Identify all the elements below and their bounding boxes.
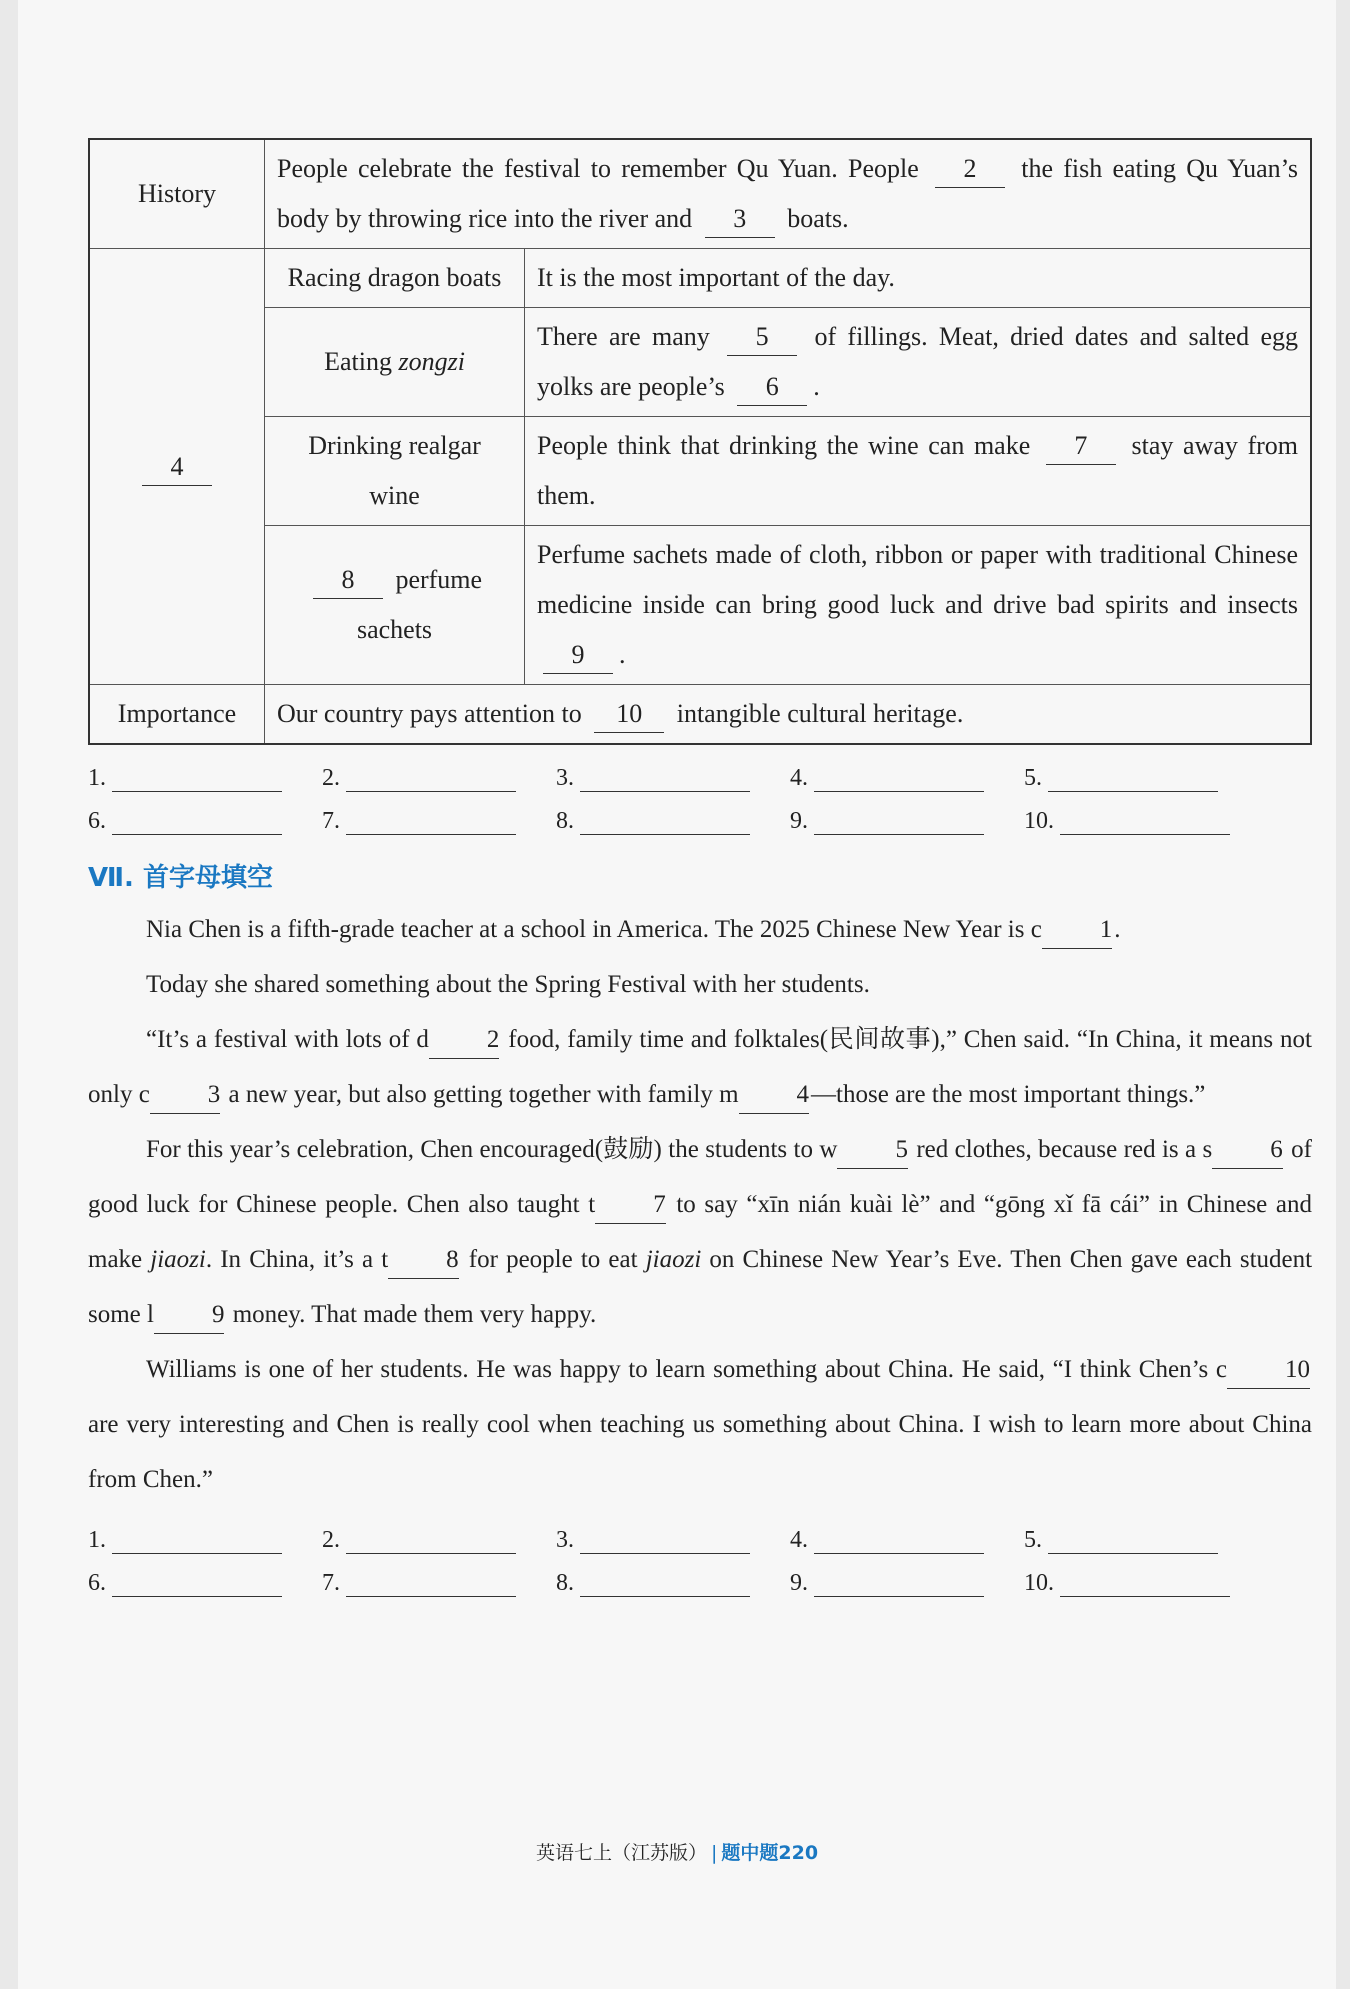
answer-line[interactable] [1048,1525,1218,1554]
blank-6[interactable]: 6 [737,369,807,406]
importance-label: Importance [89,685,265,745]
answer-line[interactable] [346,1568,516,1597]
page-number: 220 [778,1842,819,1864]
sachets-text: Perfume sachets made of cloth, ribbon or paper with traditional Chinese medicine inside can bring good luck and drive bad spirits and insects 9 . [525,526,1312,685]
answer-line[interactable] [112,1525,282,1554]
blank-10[interactable]: 10 [594,696,664,733]
answer-slot: 7. [322,1568,556,1597]
blank-s8[interactable]: 8 [388,1242,459,1279]
answer-line[interactable] [814,763,984,792]
answer-slot: 3. [556,1525,790,1554]
answer-line[interactable] [580,1568,750,1597]
answer-line[interactable] [814,1568,984,1597]
table-row-wine [89,417,1311,526]
answer-line[interactable] [1060,1568,1230,1597]
answer-slot: 2. [322,763,556,792]
answer-slot: 1. [88,763,322,792]
answer-slot: 4. [790,1525,1024,1554]
wine-text: People think that drinking the wine can make 7 stay away from them. [525,417,1312,526]
answer-slot: 1. [88,1525,322,1554]
blank-7[interactable]: 7 [1046,428,1116,465]
blank-s2[interactable]: 2 [429,1022,500,1059]
paragraph-1: Nia Chen is a fifth-grade teacher at a school in America. The 2025 Chinese New Year is c 1. [88,902,1312,957]
answer-line[interactable] [1060,806,1230,835]
answer-line[interactable] [112,806,282,835]
dragon-boat-festival-table [88,138,1312,745]
paragraph-4: For this year’s celebration, Chen encouraged(鼓励) the students to w 5 red clothes, because red is a s 6 of good luck for Chinese people. Chen also taught t 7 to say “xīn nián kuài lè” and “gōng xǐ fā cái” in Chinese and make jiaozi. In China, it’s a t 8 for people to eat jiaozi on Chinese New Year’s Eve. Then Chen gave each student some l 9 money. That made them very happy. [88,1122,1312,1342]
page [18,0,1336,1989]
answer-slot: 10. [1024,806,1258,835]
importance-text: Our country pays attention to 10 intangible cultural heritage. [265,685,1312,745]
blank-s9[interactable]: 9 [154,1297,225,1334]
blank-s10[interactable]: 10 [1227,1352,1310,1389]
footer-separator: | [710,1842,718,1864]
paragraph-5: Williams is one of her students. He was happy to learn something about China. He said, “I think Chen’s c 10 are very interesting and Chen is really cool when teaching us something about China. I wish to learn more about China from Chen.” [88,1342,1312,1507]
paragraph-3: “It’s a festival with lots of d 2 food, family time and folktales(民间故事),” Chen said. “In China, it means not only c 3 a new year, but also getting together with family m 4—those are the most important things.” [88,1012,1312,1122]
answer-slot: 3. [556,763,790,792]
answer-line[interactable] [346,1525,516,1554]
answer-slot: 9. [790,806,1024,835]
blank-s1[interactable]: 1 [1042,912,1113,949]
answer-line[interactable] [580,1525,750,1554]
wine-label: Drinking realgar wine [265,417,525,526]
blank-s4[interactable]: 4 [739,1077,810,1114]
blank-3[interactable]: 3 [705,201,775,238]
answer-slot: 8. [556,806,790,835]
answer-slot: 10. [1024,1568,1258,1597]
answer-slot: 6. [88,806,322,835]
blank-s5[interactable]: 5 [837,1132,908,1169]
answer-slot: 8. [556,1568,790,1597]
blank-s3[interactable]: 3 [150,1077,221,1114]
blank-4[interactable]: 4 [142,449,212,486]
answer-slot: 5. [1024,1525,1258,1554]
answer-slot: 4. [790,763,1024,792]
answer-line[interactable] [1048,763,1218,792]
book-title: 英语七上（江苏版） [535,1842,707,1864]
blank-s6[interactable]: 6 [1212,1132,1283,1169]
answer-lines-passage [88,1525,1312,1597]
answer-slot: 2. [322,1525,556,1554]
page-footer [18,1838,1336,1865]
history-text: People celebrate the festival to remember Qu Yuan. People 2 the fish eating Qu Yuan’s body by throwing rice into the river and 3 boats. [265,139,1312,249]
racing-label: Racing dragon boats [265,249,525,308]
sachets-label: 8 perfume sachets [265,526,525,685]
answer-line[interactable] [580,763,750,792]
answer-slot: 5. [1024,763,1258,792]
table-row-history [89,139,1311,249]
blank-9[interactable]: 9 [543,637,613,674]
content [88,138,1312,1597]
zongzi-label: Eating zongzi [265,308,525,417]
blank-s7[interactable]: 7 [595,1187,666,1224]
answer-line[interactable] [346,806,516,835]
answer-line[interactable] [814,806,984,835]
answer-line[interactable] [346,763,516,792]
answer-line[interactable] [112,763,282,792]
answer-line[interactable] [580,806,750,835]
history-label: History [89,139,265,249]
answer-slot: 7. [322,806,556,835]
table-row-importance [89,685,1311,745]
answer-lines-table [88,763,1312,835]
table-row-zongzi [89,308,1311,417]
blank-8[interactable]: 8 [313,562,383,599]
paragraph-2: Today she shared something about the Spring Festival with her students. [146,971,870,998]
table-row-racing [89,249,1311,308]
customs-label [89,249,265,685]
answer-slot: 9. [790,1568,1024,1597]
section-heading: Ⅶ. 首字母填空 [88,863,273,893]
table-row-sachets [89,526,1311,685]
blank-2[interactable]: 2 [935,151,1005,188]
answer-slot: 6. [88,1568,322,1597]
answer-line[interactable] [814,1525,984,1554]
brand-name: 题中题 [721,1842,779,1864]
zongzi-text: There are many 5 of fillings. Meat, dried dates and salted egg yolks are people’s 6 . [525,308,1312,417]
blank-5[interactable]: 5 [727,319,797,356]
racing-text: It is the most important of the day. [525,249,1312,308]
answer-line[interactable] [112,1568,282,1597]
